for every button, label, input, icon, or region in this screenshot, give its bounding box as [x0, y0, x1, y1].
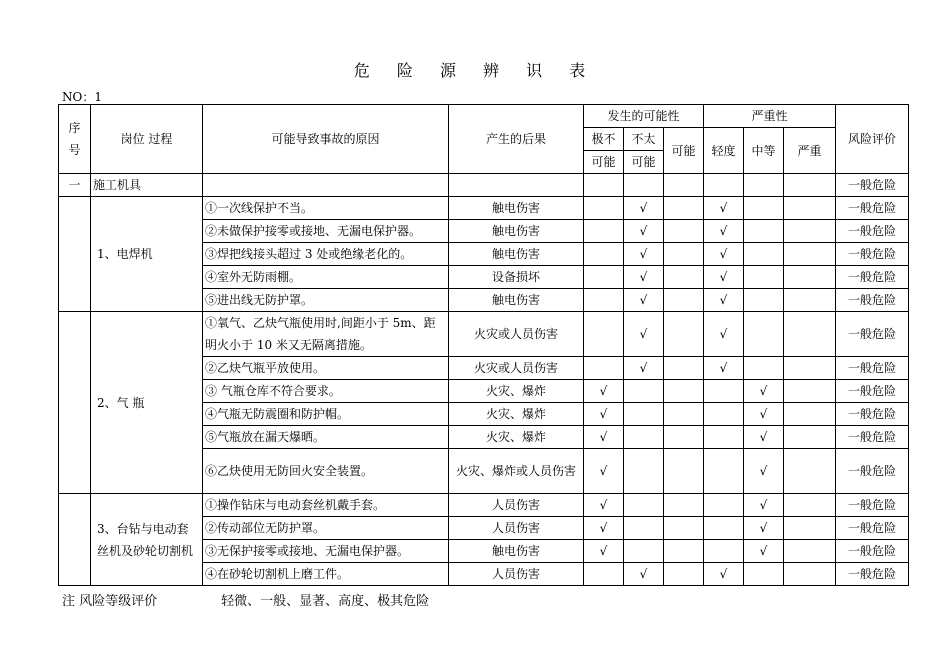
footnote-levels: 轻微、一般、显著、高度、极其危险: [221, 594, 430, 609]
likelihood-cell-2: √: [624, 220, 664, 243]
severity-cell-3: [784, 540, 836, 563]
severity-cell-3: [784, 289, 836, 312]
severity-cell-2: [744, 266, 784, 289]
consequence-cell: 火灾、爆炸: [449, 426, 584, 449]
cause-cell: ④在砂轮切割机上磨工件。: [203, 563, 449, 586]
severity-cell-1: √: [704, 243, 744, 266]
document-number: NO：1: [62, 90, 102, 104]
likelihood-cell-3: [664, 426, 704, 449]
section-seq: 一: [59, 174, 91, 197]
severity-cell-2: √: [744, 449, 784, 494]
severity-cell-1: [704, 517, 744, 540]
severity-cell-2: √: [744, 540, 784, 563]
consequence-cell: 设备损坏: [449, 266, 584, 289]
risk-cell: 一般危险: [836, 563, 909, 586]
likelihood-cell-2: [624, 494, 664, 517]
cause-cell: ③焊把线接头超过 3 处或绝缘老化的。: [203, 243, 449, 266]
severity-cell-3: [784, 403, 836, 426]
consequence-cell: 火灾或人员伤害: [449, 312, 584, 357]
consequence-cell: 触电伤害: [449, 220, 584, 243]
risk-cell: 一般危险: [836, 449, 909, 494]
severity-cell-2: [744, 243, 784, 266]
severity-cell-1: [704, 426, 744, 449]
section-name: 施工机具: [91, 174, 203, 197]
likelihood-cell-1: [584, 563, 624, 586]
consequence-cell: 火灾、爆炸或人员伤害: [449, 449, 584, 494]
group-name: 1、电焊机: [91, 197, 203, 312]
consequence-cell: 人员伤害: [449, 494, 584, 517]
cause-cell: ④室外无防雨棚。: [203, 266, 449, 289]
header-severity: 严重性: [704, 105, 836, 128]
group-seq-cell: [59, 494, 91, 586]
group-seq-cell: [59, 197, 91, 312]
cause-cell: ①操作钻床与电动套丝机戴手套。: [203, 494, 449, 517]
likelihood-cell-1: [584, 197, 624, 220]
consequence-cell: 火灾、爆炸: [449, 380, 584, 403]
header-lk-unlikely-b: 可能: [624, 151, 664, 174]
likelihood-cell-1: [584, 312, 624, 357]
likelihood-cell-2: [624, 517, 664, 540]
severity-cell-1: [704, 494, 744, 517]
likelihood-cell-3: [664, 517, 704, 540]
risk-cell: 一般危险: [836, 220, 909, 243]
cause-cell: ⑤进出线无防护罩。: [203, 289, 449, 312]
likelihood-cell-3: [664, 197, 704, 220]
likelihood-cell-1: [584, 289, 624, 312]
likelihood-cell-1: √: [584, 403, 624, 426]
severity-cell-2: [744, 220, 784, 243]
footnote-label: 注 风险等级评价: [62, 594, 158, 609]
header-cause: 可能导致事故的原因: [203, 105, 449, 174]
severity-cell-2: √: [744, 517, 784, 540]
severity-cell-2: [744, 197, 784, 220]
consequence-cell: 人员伤害: [449, 563, 584, 586]
severity-cell-1: [704, 540, 744, 563]
hazard-identification-table: [58, 104, 909, 586]
cause-cell: ③无保护接零或接地、无漏电保护器。: [203, 540, 449, 563]
likelihood-cell-3: [664, 312, 704, 357]
consequence-cell: 触电伤害: [449, 197, 584, 220]
severity-cell-1: √: [704, 266, 744, 289]
severity-cell-1: √: [704, 312, 744, 357]
likelihood-cell-1: [584, 266, 624, 289]
risk-cell: 一般危险: [836, 357, 909, 380]
likelihood-cell-3: [664, 403, 704, 426]
table-row: [59, 312, 909, 357]
severity-cell-3: [784, 449, 836, 494]
risk-cell: 一般危险: [836, 426, 909, 449]
likelihood-cell-3: [664, 494, 704, 517]
risk-cell: 一般危险: [836, 312, 909, 357]
section-row: [59, 174, 909, 197]
footnote: [62, 590, 429, 609]
likelihood-cell-1: √: [584, 540, 624, 563]
header-risk: 风险评价: [836, 105, 909, 174]
cause-cell: ④气瓶无防震圈和防护帽。: [203, 403, 449, 426]
severity-cell-3: [784, 266, 836, 289]
severity-cell-2: √: [744, 403, 784, 426]
severity-cell-3: [784, 312, 836, 357]
risk-cell: 一般危险: [836, 403, 909, 426]
likelihood-cell-2: √: [624, 312, 664, 357]
header-sv-severe: 严重: [784, 128, 836, 174]
likelihood-cell-2: [624, 403, 664, 426]
cause-cell: ③ 气瓶仓库不符合要求。: [203, 380, 449, 403]
likelihood-cell-2: [624, 540, 664, 563]
likelihood-cell-2: [624, 426, 664, 449]
consequence-cell: 触电伤害: [449, 540, 584, 563]
severity-cell-2: [744, 289, 784, 312]
likelihood-cell-1: √: [584, 517, 624, 540]
cause-cell: ②未做保护接零或接地、无漏电保护器。: [203, 220, 449, 243]
likelihood-cell-3: [664, 357, 704, 380]
likelihood-cell-3: [664, 220, 704, 243]
severity-cell-3: [784, 494, 836, 517]
severity-cell-3: [784, 380, 836, 403]
severity-cell-2: √: [744, 426, 784, 449]
table-row: [59, 197, 909, 220]
consequence-cell: 火灾、爆炸: [449, 403, 584, 426]
header-likelihood: 发生的可能性: [584, 105, 704, 128]
likelihood-cell-2: [624, 449, 664, 494]
severity-cell-3: [784, 197, 836, 220]
likelihood-cell-3: [664, 266, 704, 289]
likelihood-cell-1: [584, 220, 624, 243]
severity-cell-1: √: [704, 289, 744, 312]
likelihood-cell-2: √: [624, 266, 664, 289]
cause-cell: ⑤气瓶放在漏天爆晒。: [203, 426, 449, 449]
likelihood-cell-3: [664, 380, 704, 403]
likelihood-cell-2: √: [624, 563, 664, 586]
header-lk-unlikely-a: 不太: [624, 128, 664, 151]
group-name: 2、气 瓶: [91, 312, 203, 494]
risk-cell: 一般危险: [836, 517, 909, 540]
header-lk-likely: 可能: [664, 128, 704, 174]
likelihood-cell-1: [584, 243, 624, 266]
likelihood-cell-2: [624, 380, 664, 403]
severity-cell-3: [784, 426, 836, 449]
header-sv-mild: 轻度: [704, 128, 744, 174]
risk-cell: 一般危险: [836, 494, 909, 517]
cause-cell: ⑥乙炔使用无防回火安全装置。: [203, 449, 449, 494]
document-title: 危 险 源 辨 识 表: [353, 61, 597, 80]
risk-cell: 一般危险: [836, 243, 909, 266]
severity-cell-1: √: [704, 357, 744, 380]
severity-cell-1: [704, 380, 744, 403]
risk-cell: 一般危险: [836, 289, 909, 312]
likelihood-cell-3: [664, 540, 704, 563]
header-lk-very-unlikely-b: 可能: [584, 151, 624, 174]
severity-cell-1: √: [704, 220, 744, 243]
severity-cell-1: [704, 403, 744, 426]
likelihood-cell-2: √: [624, 243, 664, 266]
severity-cell-3: [784, 243, 836, 266]
group-seq-cell: [59, 312, 91, 494]
header-sv-medium: 中等: [744, 128, 784, 174]
likelihood-cell-1: √: [584, 494, 624, 517]
header-lk-very-unlikely-a: 极不: [584, 128, 624, 151]
severity-cell-3: [784, 563, 836, 586]
severity-cell-2: [744, 357, 784, 380]
severity-cell-3: [784, 357, 836, 380]
severity-cell-2: [744, 563, 784, 586]
consequence-cell: 人员伤害: [449, 517, 584, 540]
likelihood-cell-1: [584, 357, 624, 380]
likelihood-cell-1: √: [584, 449, 624, 494]
severity-cell-1: √: [704, 563, 744, 586]
likelihood-cell-2: √: [624, 357, 664, 380]
likelihood-cell-3: [664, 289, 704, 312]
group-name: 3、台钻与电动套丝机及砂轮切割机: [91, 494, 203, 586]
severity-cell-2: [744, 312, 784, 357]
likelihood-cell-1: √: [584, 426, 624, 449]
cause-cell: ②传动部位无防护罩。: [203, 517, 449, 540]
severity-cell-2: √: [744, 494, 784, 517]
likelihood-cell-3: [664, 449, 704, 494]
severity-cell-3: [784, 220, 836, 243]
cause-cell: ①氧气、乙炔气瓶使用时,间距小于 5m、距明火小于 10 米又无隔离措施。: [203, 312, 449, 357]
likelihood-cell-1: √: [584, 380, 624, 403]
risk-cell: 一般危险: [836, 540, 909, 563]
consequence-cell: 火灾或人员伤害: [449, 357, 584, 380]
likelihood-cell-2: √: [624, 289, 664, 312]
cause-cell: ②乙炔气瓶平放使用。: [203, 357, 449, 380]
table-row: [59, 494, 909, 517]
likelihood-cell-3: [664, 563, 704, 586]
header-seq: 序 号: [59, 105, 91, 174]
consequence-cell: 触电伤害: [449, 243, 584, 266]
likelihood-cell-3: [664, 243, 704, 266]
consequence-cell: 触电伤害: [449, 289, 584, 312]
severity-cell-2: √: [744, 380, 784, 403]
cause-cell: ①一次线保护不当。: [203, 197, 449, 220]
severity-cell-3: [784, 517, 836, 540]
severity-cell-1: [704, 449, 744, 494]
risk-cell: 一般危险: [836, 380, 909, 403]
section-risk: 一般危险: [836, 174, 909, 197]
severity-cell-1: √: [704, 197, 744, 220]
risk-cell: 一般危险: [836, 266, 909, 289]
likelihood-cell-2: √: [624, 197, 664, 220]
risk-cell: 一般危险: [836, 197, 909, 220]
header-post: 岗位 过程: [91, 105, 203, 174]
header-consequence: 产生的后果: [449, 105, 584, 174]
